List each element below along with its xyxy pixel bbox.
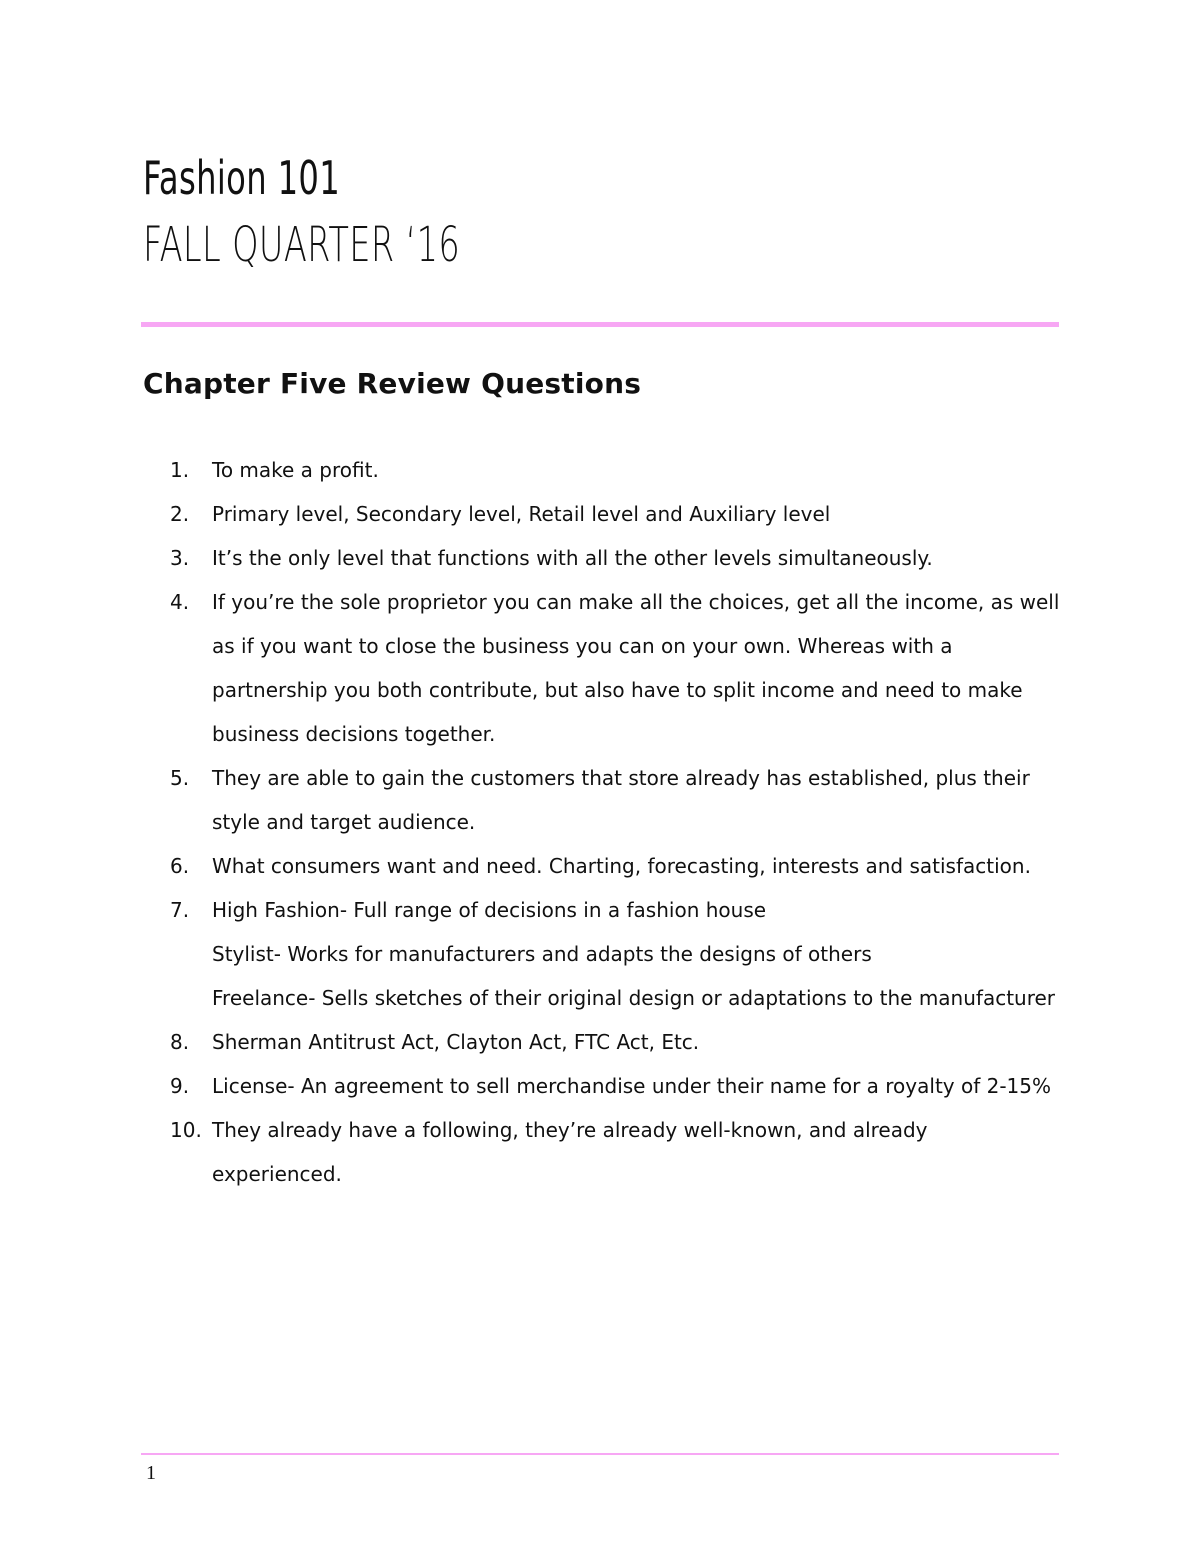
item-text: It’s the only level that functions with all the other levels simultaneously. <box>212 546 933 570</box>
answer-list <box>170 448 1070 1196</box>
designer-type-stylist: Stylist- Works for manufacturers and adapts the designs of others <box>212 942 872 966</box>
item-text: To make a profit. <box>212 458 379 482</box>
item-text: Sherman Antitrust Act, Clayton Act, FTC Act, Etc. <box>212 1030 700 1054</box>
footer-divider <box>141 1453 1059 1455</box>
chapter-heading: Chapter Five Review Questions <box>143 367 642 400</box>
list-item <box>170 536 1070 580</box>
list-item <box>170 844 1070 888</box>
list-item <box>170 448 1070 492</box>
designer-type-freelance: Freelance- Sells sketches of their original design or adaptations to the manufacturer <box>212 986 1056 1010</box>
item-number: 7. <box>170 898 190 922</box>
item-number: 6. <box>170 854 190 878</box>
item-text: They already have a following, they’re already well-known, and already experienced. <box>212 1118 928 1186</box>
item-number: 4. <box>170 590 190 614</box>
item-number: 2. <box>170 502 190 526</box>
item-text <box>212 888 1062 1020</box>
header-divider <box>141 322 1059 327</box>
item-number: 10. <box>170 1118 202 1142</box>
list-item <box>170 756 1070 844</box>
designer-type-high-fashion: High Fashion- Full range of decisions in a fashion house <box>212 898 767 922</box>
item-text: What consumers want and need. Charting, forecasting, interests and satisfaction. <box>212 854 1031 878</box>
item-text: License- An agreement to sell merchandise under their name for a royalty of 2-15% <box>212 1074 1052 1098</box>
item-number: 1. <box>170 458 190 482</box>
list-item <box>170 580 1070 756</box>
item-number: 9. <box>170 1074 190 1098</box>
item-text: They are able to gain the customers that store already has established, plus their style and target audience. <box>212 766 1030 834</box>
list-item <box>170 1108 1070 1196</box>
item-text: Primary level, Secondary level, Retail level and Auxiliary level <box>212 502 831 526</box>
item-text: If you’re the sole proprietor you can make all the choices, get all the income, as well as if you want to close the business you can on your own. Whereas with a partnership you both contribute, but also have to split income and need to make business decisions together. <box>212 590 1060 746</box>
item-number: 3. <box>170 546 190 570</box>
page-number: 1 <box>146 1462 156 1484</box>
document-subtitle: FALL QUARTER ‘16 <box>143 217 461 273</box>
item-number: 5. <box>170 766 190 790</box>
item-number: 8. <box>170 1030 190 1054</box>
list-item <box>170 492 1070 536</box>
list-item <box>170 888 1070 1020</box>
list-item <box>170 1020 1070 1064</box>
list-item <box>170 1064 1070 1108</box>
document-title: Fashion 101 <box>143 151 341 205</box>
